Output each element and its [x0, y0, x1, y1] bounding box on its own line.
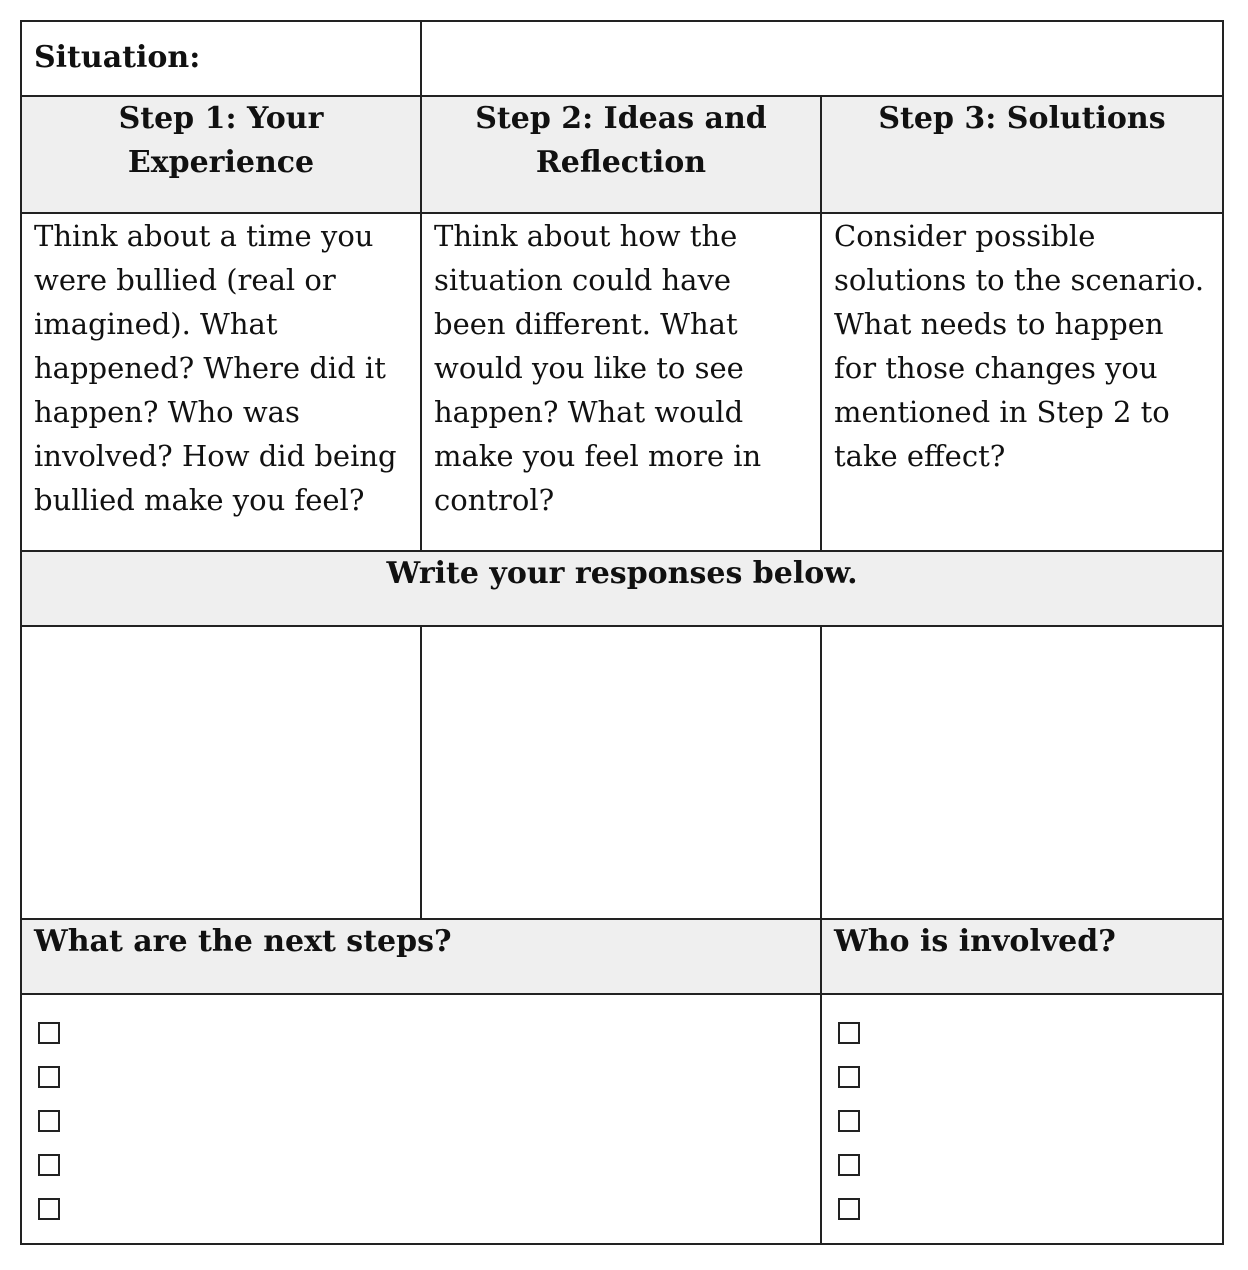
situation-row: [21, 21, 1223, 96]
situation-label-cell: [21, 21, 421, 96]
who-involved-checkbox[interactable]: [838, 1110, 860, 1132]
who-involved-item: [838, 1143, 1210, 1187]
who-involved-item: [838, 1011, 1210, 1055]
step-3-response-cell[interactable]: [821, 626, 1223, 919]
who-involved-item: [838, 1187, 1210, 1231]
responses-heading: Write your responses below.: [21, 551, 1223, 626]
situation-label: Situation:: [34, 40, 201, 75]
next-steps-heading: What are the next steps?: [21, 919, 821, 994]
next-steps-item: [38, 1187, 808, 1231]
who-involved-checklist-cell: [821, 994, 1223, 1244]
next-steps-item: [38, 1055, 808, 1099]
next-steps-checklist-cell: [21, 994, 821, 1244]
who-involved-checkbox[interactable]: [838, 1154, 860, 1176]
step-1-heading: Step 1: Your Experience: [21, 96, 421, 213]
who-involved-checkbox[interactable]: [838, 1066, 860, 1088]
who-involved-checkbox[interactable]: [838, 1198, 860, 1220]
next-steps-checkbox[interactable]: [38, 1022, 60, 1044]
followup-heading-row: [21, 919, 1223, 994]
responses-row: [21, 626, 1223, 919]
step-headings-row: [21, 96, 1223, 213]
step-2-prompt: Think about how the situation could have been different. What would you like to see happen? What would make you feel more in control?: [421, 213, 821, 551]
who-involved-item: [838, 1055, 1210, 1099]
situation-input-cell[interactable]: [421, 21, 1223, 96]
who-involved-heading: Who is involved?: [821, 919, 1223, 994]
who-involved-checklist: [834, 995, 1210, 1231]
who-involved-checkbox[interactable]: [838, 1022, 860, 1044]
next-steps-checklist: [34, 995, 808, 1231]
who-involved-item: [838, 1099, 1210, 1143]
next-steps-checkbox[interactable]: [38, 1110, 60, 1132]
responses-heading-row: [21, 551, 1223, 626]
step-2-heading: Step 2: Ideas and Reflection: [421, 96, 821, 213]
step-3-heading: Step 3: Solutions: [821, 96, 1223, 213]
next-steps-item: [38, 1099, 808, 1143]
next-steps-checkbox[interactable]: [38, 1066, 60, 1088]
next-steps-checkbox[interactable]: [38, 1154, 60, 1176]
step-1-response-cell[interactable]: [21, 626, 421, 919]
step-3-prompt: Consider possible solutions to the scenario. What needs to happen for those changes you mentioned in Step 2 to take effect?: [821, 213, 1223, 551]
next-steps-item: [38, 1143, 808, 1187]
step-prompts-row: [21, 213, 1223, 551]
next-steps-checkbox[interactable]: [38, 1198, 60, 1220]
checklists-row: [21, 994, 1223, 1244]
next-steps-item: [38, 1011, 808, 1055]
step-1-prompt: Think about a time you were bullied (real or imagined). What happened? Where did it happen? Who was involved? How did being bullied make you feel?: [21, 213, 421, 551]
bullying-worksheet-table: [20, 20, 1224, 1245]
step-2-response-cell[interactable]: [421, 626, 821, 919]
